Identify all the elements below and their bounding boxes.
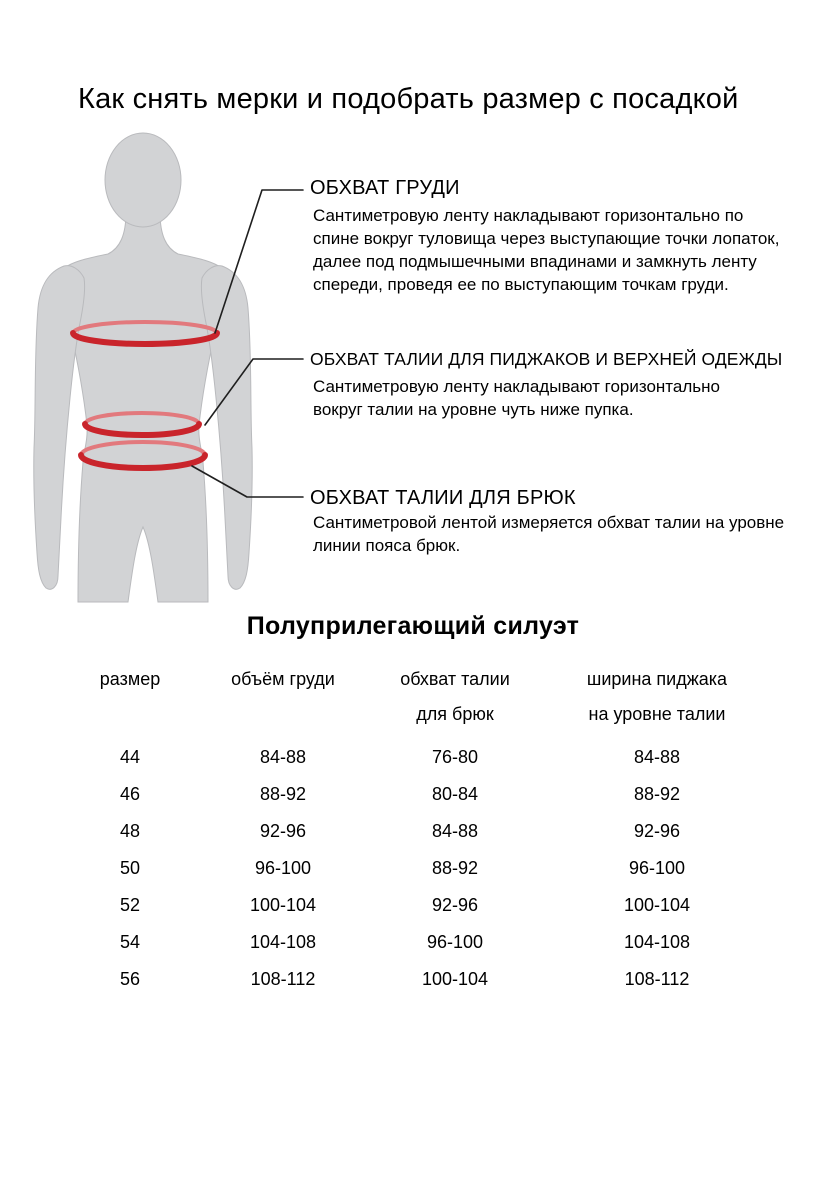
- cell-jacket-width: 92-96: [633, 821, 681, 841]
- header-chest: [180, 669, 386, 724]
- cell-size: 50: [119, 858, 141, 878]
- measurement-block-chest: [310, 177, 460, 199]
- silhouette-head: [105, 133, 181, 227]
- cell-trouser-waist: 88-92: [431, 858, 479, 878]
- silhouette-torso: [58, 212, 228, 602]
- measurement-block-jacket-waist: [310, 348, 782, 370]
- cell-jacket-width: 88-92: [633, 784, 681, 804]
- header-chest-line1: объём груди: [231, 669, 335, 689]
- header-size: [80, 669, 180, 724]
- table-row: [80, 961, 790, 998]
- table-row: [80, 887, 790, 924]
- chest-description-line: спереди, проведя ее по выступающим точкам груди.: [313, 275, 729, 294]
- cell-jacket-width: 84-88: [633, 747, 681, 767]
- cell-size: 44: [119, 747, 141, 767]
- table-row: [80, 776, 790, 813]
- cell-size: 56: [119, 969, 141, 989]
- cell-size: 52: [119, 895, 141, 915]
- cell-chest: 88-92: [259, 784, 307, 804]
- cell-jacket-width: 104-108: [623, 932, 691, 952]
- header-trouser-waist-line2: для брюк: [416, 704, 494, 724]
- trouser-waist-heading: ОБХВАТ ТАЛИИ ДЛЯ БРЮК: [310, 487, 576, 509]
- chest-heading: ОБХВАТ ГРУДИ: [310, 177, 460, 199]
- table-row: [80, 813, 790, 850]
- header-size-line1: размер: [99, 669, 161, 689]
- trouser-waist-description-line: линии пояса брюк.: [313, 536, 461, 555]
- table-row: [80, 739, 790, 776]
- header-trouser-waist: [386, 669, 524, 724]
- male-silhouette: [34, 133, 253, 602]
- silhouette-left-arm: [34, 266, 85, 590]
- cell-trouser-waist: 92-96: [431, 895, 479, 915]
- header-jacket-width: [524, 669, 790, 724]
- cell-size: 46: [119, 784, 141, 804]
- cell-jacket-width: 100-104: [623, 895, 691, 915]
- page-title: Как снять мерки и подобрать размер с посадкой: [78, 83, 739, 115]
- table-row: [80, 924, 790, 961]
- cell-chest: 84-88: [259, 747, 307, 767]
- cell-jacket-width: 108-112: [624, 969, 690, 989]
- cell-size: 54: [119, 932, 141, 952]
- header-trouser-waist-line1: обхват талии: [400, 669, 510, 689]
- cell-jacket-width: 96-100: [628, 858, 686, 878]
- header-jacket-width-line1: ширина пиджака: [586, 669, 728, 689]
- header-jacket-width-line2: на уровне талии: [588, 704, 726, 724]
- cell-size: 48: [119, 821, 141, 841]
- size-table-body: [80, 739, 790, 998]
- chest-description-line: Сантиметровую ленту накладывают горизонтально по: [313, 206, 744, 225]
- cell-chest: 104-108: [249, 932, 317, 952]
- jacket-waist-description-line: Сантиметровую ленту накладывают горизонтально: [313, 377, 720, 396]
- chest-description-line: спине вокруг туловища через выступающие точки лопаток,: [313, 229, 780, 248]
- trouser-waist-description: [313, 511, 784, 557]
- cell-trouser-waist: 76-80: [431, 747, 479, 767]
- silhouette-right-arm: [201, 266, 252, 590]
- cell-trouser-waist: 80-84: [431, 784, 479, 804]
- cell-trouser-waist: 84-88: [431, 821, 479, 841]
- cell-trouser-waist: 100-104: [421, 969, 489, 989]
- chest-description-line: далее под подмышечными впадинами и замкнуть ленту: [313, 252, 757, 271]
- chest-description: [313, 204, 779, 296]
- trouser-waist-description-line: Сантиметровой лентой измеряется обхват талии на уровне: [313, 513, 785, 532]
- jacket-waist-description-line: вокруг талии на уровне чуть ниже пупка.: [313, 400, 634, 419]
- jacket-waist-description: [313, 375, 720, 421]
- cell-chest: 108-112: [250, 969, 316, 989]
- cell-chest: 92-96: [259, 821, 307, 841]
- cell-chest: 100-104: [249, 895, 317, 915]
- cell-trouser-waist: 96-100: [426, 932, 484, 952]
- cell-chest: 96-100: [254, 858, 312, 878]
- size-table-title: Полуприлегающий силуэт: [246, 612, 580, 640]
- jacket-waist-heading: ОБХВАТ ТАЛИИ ДЛЯ ПИДЖАКОВ И ВЕРХНЕЙ ОДЕЖДЫ: [310, 349, 783, 369]
- measurement-block-trouser-waist: [310, 487, 576, 509]
- table-row: [80, 850, 790, 887]
- size-table-header: [80, 669, 790, 724]
